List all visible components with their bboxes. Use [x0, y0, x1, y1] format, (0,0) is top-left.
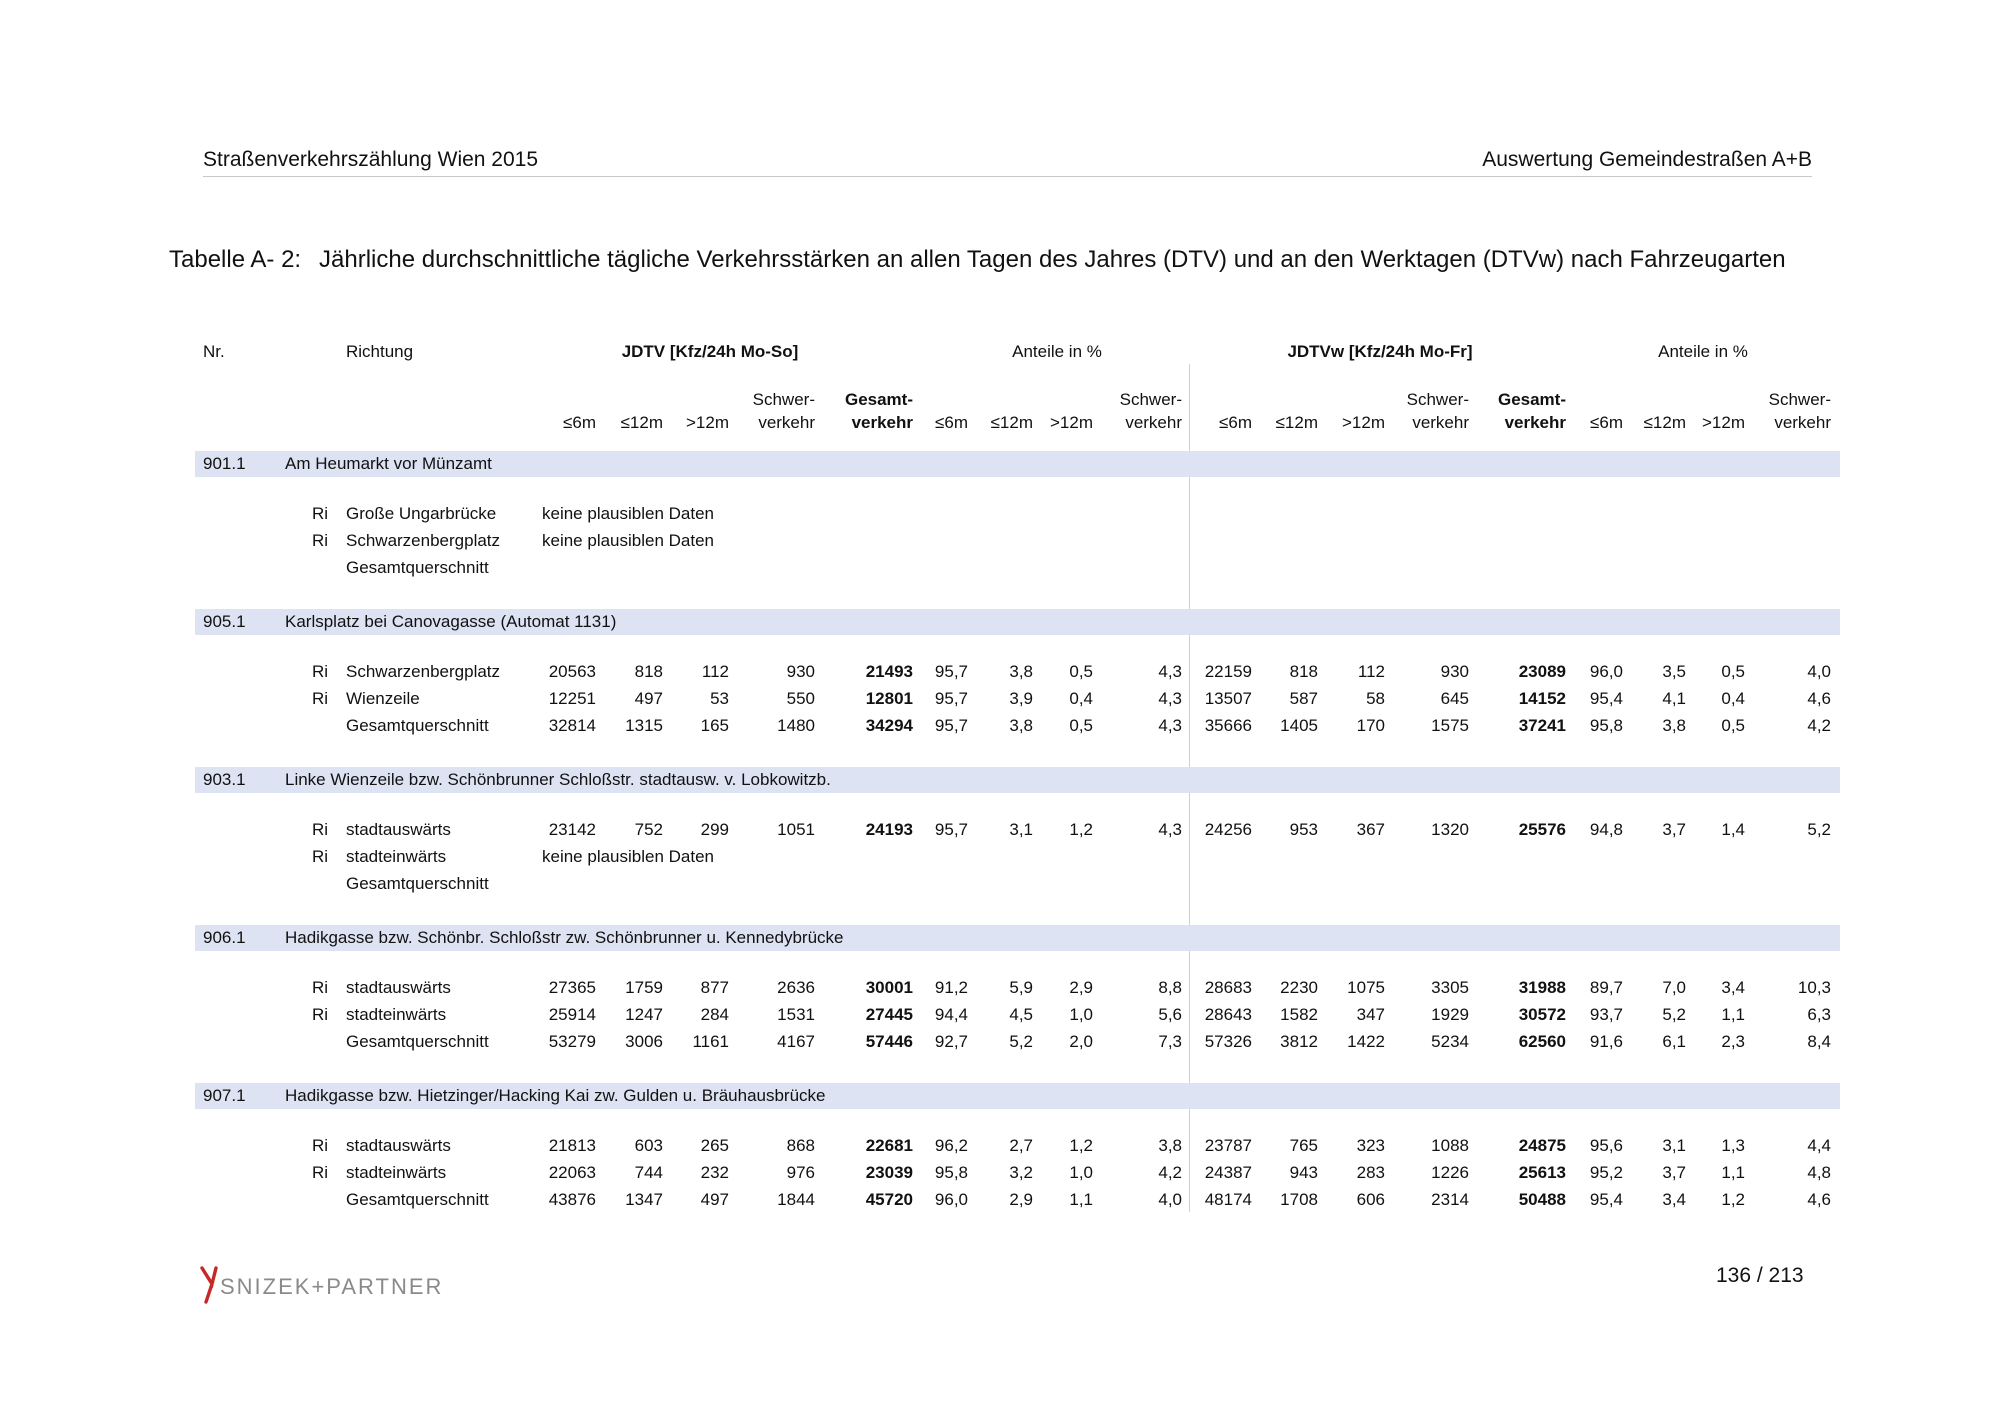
table-cell: 25914 [548, 1005, 596, 1024]
table-cell: 497 [700, 1190, 729, 1209]
table-cell: 37241 [1518, 716, 1566, 735]
table-cell: 13507 [1204, 689, 1252, 708]
table-cell: 868 [786, 1136, 815, 1155]
table-cell: 12801 [865, 689, 913, 708]
table-cell: 5,6 [1158, 1005, 1182, 1024]
table-cell: 1075 [1347, 978, 1385, 997]
section-name: Am Heumarkt vor Münzamt [285, 454, 492, 473]
table-cell: 347 [1356, 1005, 1385, 1024]
table-cell: 1480 [777, 716, 815, 735]
header-gesamt-line1: Gesamt- [1497, 390, 1566, 409]
table-cell: 50488 [1518, 1190, 1566, 1209]
row-ri-label: Ri [312, 689, 329, 708]
table-cell: 8,4 [1807, 1032, 1831, 1051]
table-cell: 45720 [865, 1190, 913, 1209]
table-cell: 930 [1440, 662, 1469, 681]
table-cell: 976 [786, 1163, 815, 1182]
table-cell: 95,2 [1589, 1163, 1623, 1182]
table-cell: 95,7 [934, 689, 968, 708]
header-gt12: >12m [686, 413, 729, 432]
table-cell: 0,5 [1721, 662, 1745, 681]
table-cell: 550 [786, 689, 815, 708]
table-cell: 1,3 [1721, 1136, 1745, 1155]
table-cell: 3,8 [1158, 1136, 1182, 1155]
row-ri-label: Ri [312, 978, 329, 997]
header-gesamt-line1: Gesamt- [844, 390, 913, 409]
no-data-note: keine plausiblen Daten [542, 847, 715, 866]
table-cell: 2636 [777, 978, 815, 997]
table-cell: 603 [634, 1136, 663, 1155]
table-cell: 112 [701, 662, 729, 681]
row-ri-label: Ri [312, 662, 329, 681]
table-cell: 20563 [548, 662, 596, 681]
header-le12: ≤12m [1275, 413, 1318, 432]
header-anteile: Anteile in % [1012, 342, 1102, 361]
table-cell: 4,4 [1807, 1136, 1831, 1155]
table-cell: 3305 [1431, 978, 1469, 997]
table-cell: 5,2 [1807, 820, 1831, 839]
table-cell: 1,4 [1721, 820, 1745, 839]
table-cell: 2,0 [1069, 1032, 1093, 1051]
row-direction: Gesamtquerschnitt [346, 874, 489, 893]
header-schwer-line2: verkehr [758, 413, 815, 432]
table-cell: 7,3 [1158, 1032, 1182, 1051]
table-cell: 645 [1440, 689, 1469, 708]
table-cell: 1,1 [1721, 1163, 1745, 1182]
table-cell: 1161 [692, 1032, 729, 1051]
table-cell: 43876 [548, 1190, 596, 1209]
table-cell: 3,2 [1009, 1163, 1033, 1182]
table-cell: 165 [700, 716, 729, 735]
table-cell: 24875 [1518, 1136, 1566, 1155]
table-cell: 89,7 [1589, 978, 1623, 997]
table-cell: 2,3 [1721, 1032, 1745, 1051]
row-ri-label: Ri [312, 820, 329, 839]
table-cell: 1,1 [1721, 1005, 1745, 1024]
table-cell: 367 [1356, 820, 1385, 839]
table-cell: 4,3 [1158, 820, 1182, 839]
table-cell: 10,3 [1797, 978, 1831, 997]
header-jdtvw: JDTVw [Kfz/24h Mo-Fr] [1287, 342, 1473, 361]
table-cell: 7,0 [1662, 978, 1686, 997]
table-cell: 1844 [777, 1190, 815, 1209]
table-cell: 1315 [625, 716, 663, 735]
table-cell: 4,6 [1807, 689, 1831, 708]
table-cell: 28683 [1204, 978, 1252, 997]
table-cell: 284 [700, 1005, 729, 1024]
header-gesamt-line2: verkehr [1504, 413, 1566, 432]
table-cell: 4,8 [1807, 1163, 1831, 1182]
row-direction: Gesamtquerschnitt [346, 558, 489, 577]
table-cell: 91,2 [934, 978, 968, 997]
table-cell: 35666 [1204, 716, 1252, 735]
table-cell: 5234 [1431, 1032, 1469, 1051]
table-cell: 32814 [548, 716, 596, 735]
table-cell: 62560 [1518, 1032, 1566, 1051]
table-cell: 3,7 [1662, 1163, 1686, 1182]
table-cell: 765 [1289, 1136, 1318, 1155]
header-schwer-line2: verkehr [1125, 413, 1182, 432]
table-cell: 3,5 [1662, 662, 1686, 681]
table-cell: 265 [700, 1136, 729, 1155]
row-ri-label: Ri [312, 1005, 329, 1024]
table-cell: 4,2 [1158, 1163, 1182, 1182]
table-cell: 3006 [625, 1032, 663, 1051]
row-direction: Wienzeile [346, 689, 420, 708]
table-cell: 3,7 [1662, 820, 1686, 839]
header-le6: ≤6m [1219, 413, 1252, 432]
caption-text: Jährliche durchschnittliche tägliche Verkehrsstärken an allen Tagen des Jahres (DTV) und an den Werktagen (DTVw) nach Fahrzeugarten [319, 246, 1786, 273]
table-cell: 21493 [865, 662, 913, 681]
table-cell: 34294 [865, 716, 913, 735]
table-cell: 1320 [1431, 820, 1469, 839]
table-cell: 1405 [1280, 716, 1318, 735]
table-cell: 3,1 [1662, 1136, 1686, 1155]
table-cell: 323 [1356, 1136, 1385, 1155]
row-direction: stadteinwärts [346, 847, 447, 866]
row-direction: stadteinwärts [346, 1163, 447, 1182]
table-cell: 1,2 [1069, 820, 1093, 839]
table-cell: 1226 [1431, 1163, 1469, 1182]
table-cell: 4,0 [1807, 662, 1831, 681]
table-cell: 95,8 [1589, 716, 1623, 735]
table-cell: 95,7 [934, 820, 968, 839]
section-name: Linke Wienzeile bzw. Schönbrunner Schloßstr. stadtausw. v. Lobkowitzb. [285, 770, 831, 789]
table-cell: 93,7 [1589, 1005, 1623, 1024]
table-cell: 752 [634, 820, 663, 839]
table-cell: 28643 [1204, 1005, 1252, 1024]
header-gt12: >12m [1702, 413, 1745, 432]
table-cell: 22159 [1204, 662, 1252, 681]
table-cell: 23039 [865, 1163, 913, 1182]
row-direction: Gesamtquerschnitt [346, 716, 489, 735]
row-direction: stadtauswärts [346, 978, 451, 997]
table-cell: 1,0 [1069, 1005, 1093, 1024]
table-cell: 94,8 [1589, 820, 1623, 839]
table-cell: 818 [1289, 662, 1318, 681]
table-cell: 5,2 [1662, 1005, 1686, 1024]
table-cell: 3,4 [1662, 1190, 1686, 1209]
table-cell: 4,1 [1662, 689, 1686, 708]
table-cell: 53279 [548, 1032, 596, 1051]
section-name: Karlsplatz bei Canovagasse (Automat 1131) [285, 612, 617, 631]
header-le6: ≤6m [563, 413, 596, 432]
table-cell: 1247 [625, 1005, 663, 1024]
section-name: Hadikgasse bzw. Hietzinger/Hacking Kai zw. Gulden u. Bräuhausbrücke [285, 1086, 826, 1105]
table-cell: 4,3 [1158, 662, 1182, 681]
table-cell: 5,9 [1009, 978, 1033, 997]
table-cell: 497 [634, 689, 663, 708]
table-cell: 95,6 [1589, 1136, 1623, 1155]
table-cell: 1575 [1431, 716, 1469, 735]
row-direction: stadtauswärts [346, 1136, 451, 1155]
header-left-title: Straßenverkehrszählung Wien 2015 [203, 148, 539, 171]
table-cell: 25613 [1518, 1163, 1566, 1182]
logo-mark-icon [200, 1264, 490, 1304]
table-cell: 95,7 [934, 662, 968, 681]
table-cell: 1582 [1280, 1005, 1318, 1024]
section-name: Hadikgasse bzw. Schönbr. Schloßstr zw. Schönbrunner u. Kennedybrücke [285, 928, 844, 947]
table-cell: 2314 [1431, 1190, 1469, 1209]
header-le12: ≤12m [990, 413, 1033, 432]
header-schwer-line1: Schwer- [1406, 390, 1469, 409]
table-cell: 95,4 [1589, 689, 1623, 708]
table-cell: 1708 [1280, 1190, 1318, 1209]
table-cell: 587 [1289, 689, 1318, 708]
table-cell: 96,2 [934, 1136, 968, 1155]
table-cell: 170 [1356, 716, 1385, 735]
row-direction: Schwarzenbergplatz [346, 662, 501, 681]
table-cell: 24193 [865, 820, 913, 839]
row-ri-label: Ri [312, 504, 329, 523]
snizek-partner-logo [200, 1264, 490, 1304]
row-ri-label: Ri [312, 531, 329, 550]
table-cell: 48174 [1204, 1190, 1252, 1209]
header-schwer-line2: verkehr [1412, 413, 1469, 432]
table-cell: 283 [1356, 1163, 1385, 1182]
table-cell: 22063 [548, 1163, 596, 1182]
table-cell: 0,5 [1069, 662, 1093, 681]
table-cell: 943 [1289, 1163, 1318, 1182]
section-number: 906.1 [203, 928, 246, 947]
caption-label: Tabelle A- 2: [169, 246, 302, 273]
table-cell: 95,4 [1589, 1190, 1623, 1209]
table-cell: 91,6 [1589, 1032, 1623, 1051]
table-cell: 1531 [777, 1005, 815, 1024]
table-cell: 0,5 [1721, 716, 1745, 735]
table-cell: 1,0 [1069, 1163, 1093, 1182]
header-anteile-w: Anteile in % [1658, 342, 1748, 361]
table-cell: 96,0 [934, 1190, 968, 1209]
logo-text: SNIZEK+PARTNER [220, 1274, 444, 1299]
table-cell: 3,1 [1009, 820, 1033, 839]
table-cell: 3812 [1280, 1032, 1318, 1051]
header-gt12: >12m [1342, 413, 1385, 432]
table-cell: 4,2 [1807, 716, 1831, 735]
table-cell: 57446 [865, 1032, 913, 1051]
table-cell: 31988 [1518, 978, 1566, 997]
header-schwer-line1: Schwer- [752, 390, 815, 409]
header-gt12: >12m [1050, 413, 1093, 432]
table-cell: 606 [1356, 1190, 1385, 1209]
header-le6: ≤6m [1590, 413, 1623, 432]
table-cell: 3,9 [1009, 689, 1033, 708]
header-le12: ≤12m [620, 413, 663, 432]
section-number: 907.1 [203, 1086, 246, 1105]
table-cell: 1,1 [1069, 1190, 1093, 1209]
table-cell: 2,7 [1009, 1136, 1033, 1155]
table-cell: 22681 [865, 1136, 913, 1155]
table-cell: 12251 [548, 689, 596, 708]
no-data-note: keine plausiblen Daten [542, 531, 715, 550]
table-cell: 4167 [777, 1032, 815, 1051]
table-cell: 2,9 [1069, 978, 1093, 997]
table-cell: 1088 [1431, 1136, 1469, 1155]
table-cell: 0,4 [1721, 689, 1745, 708]
header-schwer-line1: Schwer- [1119, 390, 1182, 409]
table-cell: 23142 [548, 820, 596, 839]
table-cell: 0,5 [1069, 716, 1093, 735]
header-gesamt-line2: verkehr [851, 413, 913, 432]
table-cell: 744 [634, 1163, 663, 1182]
table-cell: 1422 [1347, 1032, 1385, 1051]
table-cell: 23787 [1204, 1136, 1252, 1155]
table-cell: 299 [700, 820, 729, 839]
table-cell: 53 [710, 689, 729, 708]
header-le12: ≤12m [1643, 413, 1686, 432]
table-cell: 1929 [1431, 1005, 1469, 1024]
table-cell: 24256 [1204, 820, 1252, 839]
table-cell: 4,6 [1807, 1190, 1831, 1209]
row-direction: Gesamtquerschnitt [346, 1190, 489, 1209]
table-cell: 1,2 [1069, 1136, 1093, 1155]
table-cell: 4,5 [1009, 1005, 1033, 1024]
table-cell: 30001 [865, 978, 913, 997]
table-cell: 92,7 [934, 1032, 968, 1051]
table-cell: 30572 [1518, 1005, 1566, 1024]
page-number: 136 / 213 [1716, 1264, 1804, 1287]
table-cell: 2,9 [1009, 1190, 1033, 1209]
table-cell: 58 [1366, 689, 1385, 708]
table-cell: 94,4 [934, 1005, 968, 1024]
table-cell: 3,4 [1721, 978, 1745, 997]
table-cell: 23089 [1518, 662, 1566, 681]
table-cell: 6,1 [1662, 1032, 1686, 1051]
table-cell: 112 [1357, 662, 1385, 681]
row-ri-label: Ri [312, 1136, 329, 1155]
table-cell: 1051 [777, 820, 815, 839]
section-number: 903.1 [203, 770, 246, 789]
header-schwer-line1: Schwer- [1768, 390, 1831, 409]
table-cell: 8,8 [1158, 978, 1182, 997]
row-direction: stadtauswärts [346, 820, 451, 839]
section-number: 901.1 [203, 454, 246, 473]
row-direction: Schwarzenbergplatz [346, 531, 501, 550]
table-cell: 95,8 [934, 1163, 968, 1182]
table-cell: 930 [786, 662, 815, 681]
row-ri-label: Ri [312, 1163, 329, 1182]
table-cell: 953 [1289, 820, 1318, 839]
table-cell: 95,7 [934, 716, 968, 735]
table-cell: 24387 [1204, 1163, 1252, 1182]
table-cell: 6,3 [1807, 1005, 1831, 1024]
table-cell: 1759 [625, 978, 663, 997]
table-cell: 3,8 [1009, 662, 1033, 681]
table-cell: 5,2 [1009, 1032, 1033, 1051]
table-cell: 4,0 [1158, 1190, 1182, 1209]
no-data-note: keine plausiblen Daten [542, 504, 715, 523]
table-cell: 818 [634, 662, 663, 681]
header-richtung: Richtung [346, 342, 414, 361]
table-cell: 3,8 [1009, 716, 1033, 735]
header-right-title: Auswertung Gemeindestraßen A+B [1482, 148, 1812, 171]
table-cell: 232 [700, 1163, 729, 1182]
row-direction: Gesamtquerschnitt [346, 1032, 489, 1051]
header-le6: ≤6m [935, 413, 968, 432]
table-cell: 27445 [865, 1005, 913, 1024]
header-schwer-line2: verkehr [1774, 413, 1831, 432]
table-cell: 4,3 [1158, 716, 1182, 735]
header-nr: Nr. [203, 342, 225, 361]
row-direction: Große Ungarbrücke [346, 504, 497, 523]
table-cell: 4,3 [1158, 689, 1182, 708]
table-cell: 1347 [625, 1190, 663, 1209]
row-direction: stadteinwärts [346, 1005, 447, 1024]
table-cell: 0,4 [1069, 689, 1093, 708]
header-jdtv: JDTV [Kfz/24h Mo-So] [621, 342, 799, 361]
section-number: 905.1 [203, 612, 246, 631]
table-cell: 3,8 [1662, 716, 1686, 735]
table-cell: 2230 [1280, 978, 1318, 997]
table-cell: 21813 [548, 1136, 596, 1155]
table-cell: 27365 [548, 978, 596, 997]
table-cell: 57326 [1204, 1032, 1252, 1051]
table-cell: 1,2 [1721, 1190, 1745, 1209]
table-cell: 877 [700, 978, 729, 997]
table-cell: 25576 [1518, 820, 1566, 839]
row-ri-label: Ri [312, 847, 329, 866]
table-cell: 14152 [1518, 689, 1566, 708]
table-cell: 96,0 [1589, 662, 1623, 681]
